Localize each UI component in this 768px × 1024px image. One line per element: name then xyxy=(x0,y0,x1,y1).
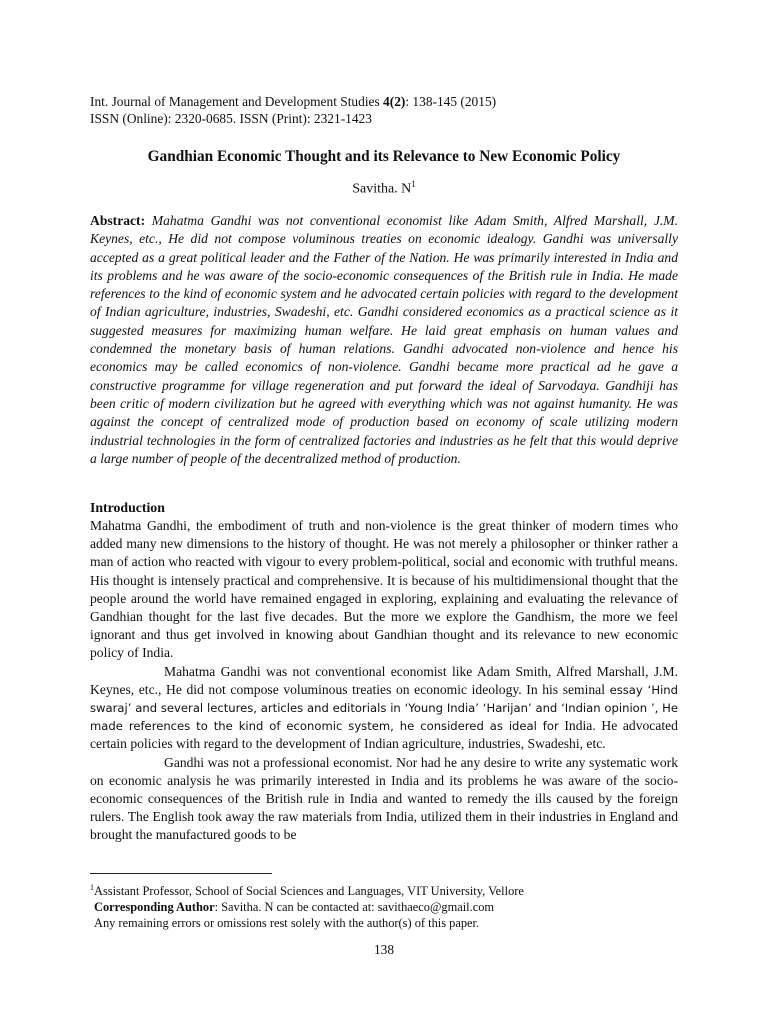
intro-paragraph-1: Mahatma Gandhi, the embodiment of truth and non-violence is the great thinker of modern times who added many new dimensions to the history of thought. He was not merely a philosopher or thinker rather a man of action who reacted with vigour to every problem-political, social and economic with truthful means. His thought is intensely practical and comprehensive. It is because of his multidimensional thought that the people around the world have remained engaged in exploring, explaining and evaluating the relevance of Gandhian thought for the last five decades. But the more we explore the Gandhism, the more we feel ignorant and thus get involved in knowing about Gandhian thought and its relevance to new economic policy of India. xyxy=(90,518,678,661)
footnote-disclaimer: Any remaining errors or omissions rest solely with the author(s) of this paper. xyxy=(94,916,480,931)
footnote-corresponding-author: Corresponding Author: Savitha. N can be contacted at: savithaeco@gmail.com xyxy=(94,900,495,915)
journal-issn: ISSN (Online): 2320-0685. ISSN (Print): 2321-1423 xyxy=(90,111,372,126)
abstract-text: Mahatma Gandhi was not conventional economist like Adam Smith, Alfred Marshall, J.M. Keynes, etc., He did not compose voluminous treaties on economic idealogy. Gandhi was universally accepted as a great political leader and the Father of the Nation. He was primarily interested in India and its problems and he was aware of the socio-economic consequences of the British rule in India. He made references to the kind of economic system and he advocated certain policies with regard to the development of Indian agriculture, industries, Swadeshi, etc. Gandhi considered economics as a practical science as it suggested measures for maximizing human welfare. He laid great emphasis on human values and condemned the monetary basis of human relations. Gandhi advocated non-violence and hence his economics may be called economics of non-violence. Gandhi became more practical ad he gave a constructive programme for village regeneration and put forward the ideal of Sarvodaya. Gandhiji has been critic of modern civilization but he agreed with everything which was not against humanity. He was against the concept of centralized mode of production based on economy of scale utilizing modern industrial technologies in the form of centralized factories and industries as he felt that this would deprive a large number of people of the decentralized method of production. xyxy=(90,213,678,466)
author-footnote-marker: 1 xyxy=(411,179,416,189)
journal-header xyxy=(90,93,496,127)
footnote xyxy=(90,880,524,931)
author-line xyxy=(0,179,768,198)
intro-paragraph-3: Gandhi was not a professional economist. Nor had he any desire to write any systematic work on economic analysis he was primarily interested in India and its problems he was aware of the socio-economic consequences of the British rule in India and wanted to remedy the ills caused by the foreign rulers. The English took away the raw materials from India, utilized them in their industries in England and brought the manufactured goods to be xyxy=(90,754,678,843)
paper-title: Gandhian Economic Thought and its Relevance to New Economic Policy xyxy=(147,148,621,165)
abstract xyxy=(90,212,678,468)
introduction-body xyxy=(90,517,678,845)
journal-volume: 4(2) xyxy=(383,94,406,109)
author-name: Savitha. N xyxy=(352,181,412,197)
footnote-affiliation: $^1$Assistant Professor, School of Social Sciences and Languages, VIT University, Vellore xyxy=(90,883,524,899)
page-number: 138 xyxy=(373,942,395,957)
journal-citation: Int. Journal of Management and Development Studies 4(2): 138-145 (2015) xyxy=(90,94,497,109)
introduction-heading: Introduction xyxy=(90,500,165,515)
intro-paragraph-2: Mahatma Gandhi was not conventional economist like Adam Smith, Alfred Marshall, J.M. Keynes, etc., He did not compose voluminous treaties on economic ideology. In his seminal essay ‘Hind swaraj’ and several lectures, articles and editorials in ‘Young India’ ‘Harijan’ and ‘Indian opinion ’, He made references to the kind of economic system, he considered as ideal for India. He advocated certain policies with regard to the development of Indian agriculture, industries, Swadeshi, etc. xyxy=(90,663,678,752)
footnote-divider xyxy=(90,873,272,874)
abstract-label: Abstract: xyxy=(90,213,146,228)
intro-paragraph-2-sans-segment: essay ‘Hind swaraj’ and several lectures, articles and editorials in ‘Young India’ ‘Harijan’ and ‘Indian opinion ’, He made references to the kind of economic system, he considered as ideal for xyxy=(90,682,678,734)
